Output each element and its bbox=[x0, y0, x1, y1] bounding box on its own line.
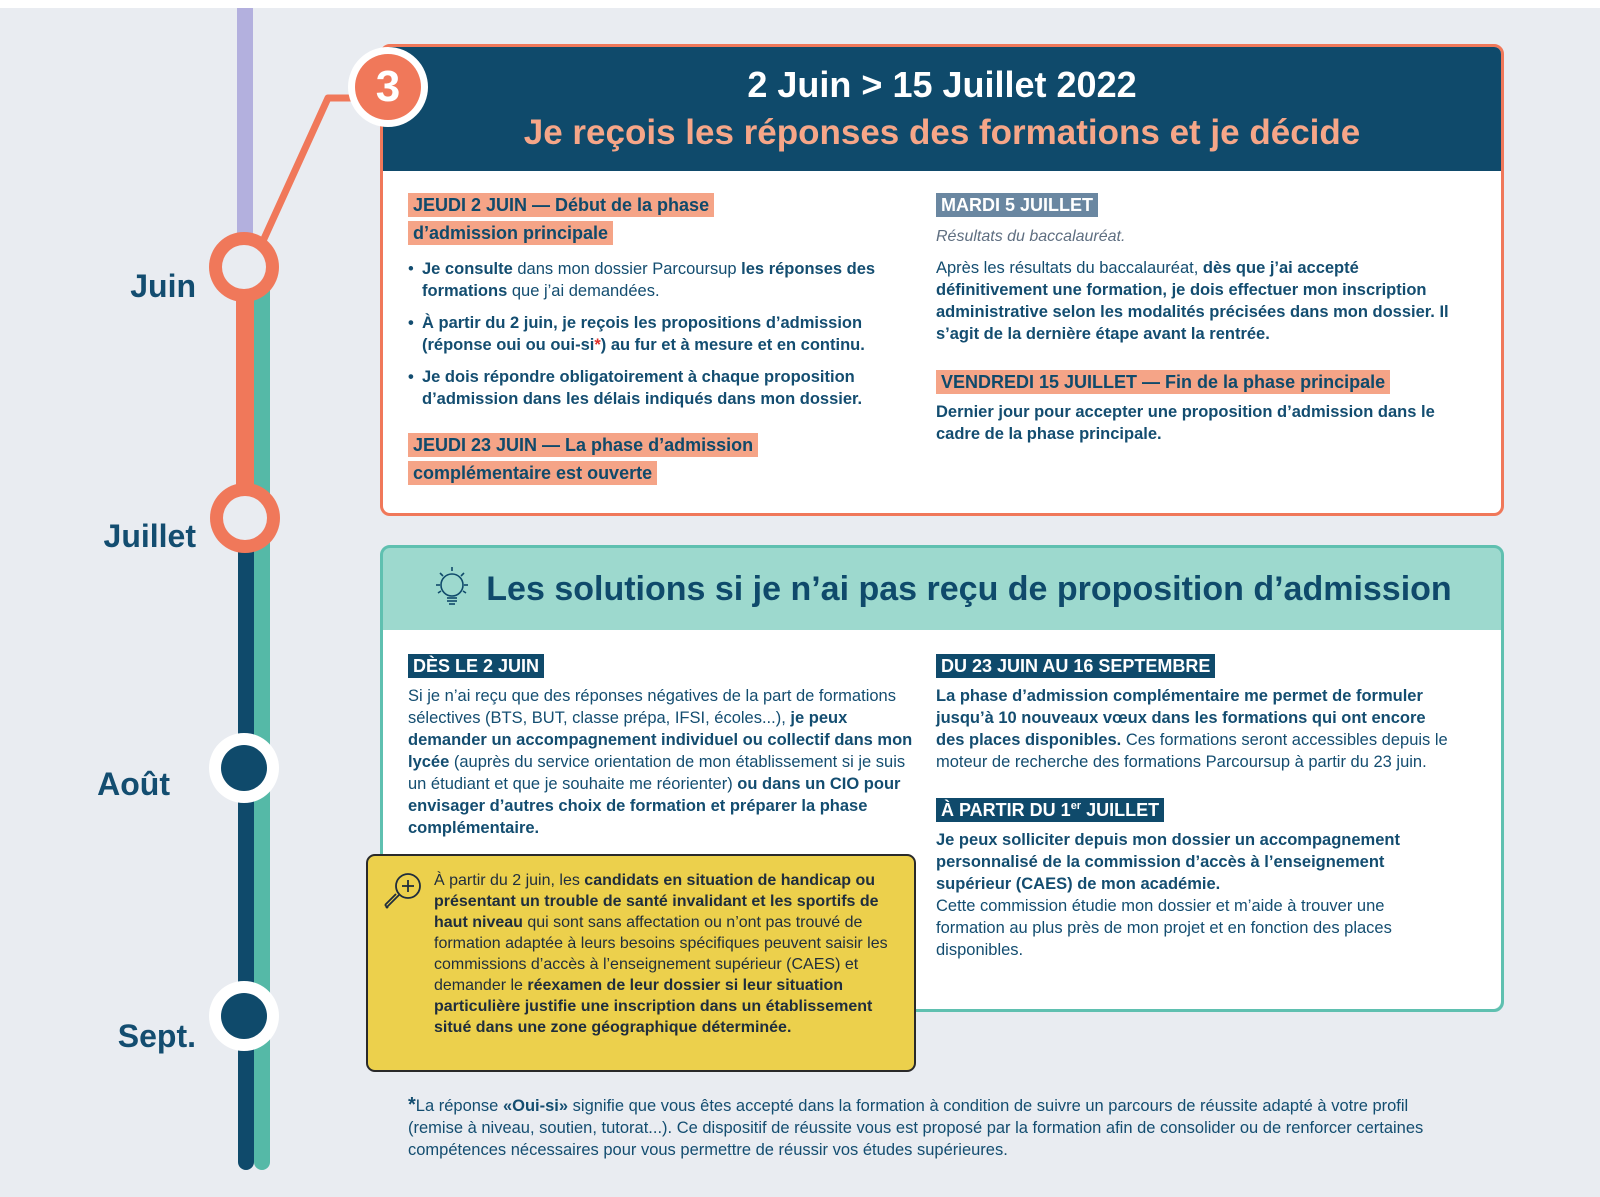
handicap-info-box bbox=[366, 854, 916, 1072]
tag-vendredi-15-juillet: VENDREDI 15 JUILLET — Fin de la phase principale bbox=[936, 370, 1390, 394]
tag-jeudi-23-juin: JEUDI 23 JUIN — La phase d’admission complémentaire est ouverte bbox=[408, 433, 758, 485]
bullet-propositions: • À partir du 2 juin, je reçois les propositions d’admission (réponse oui ou oui-si*) au fur et à mesure et en continu. bbox=[408, 312, 908, 356]
bullet-consult: • Je consulte dans mon dossier Parcoursup les réponses des formations que j’ai demandées. bbox=[408, 258, 908, 302]
solutions-right-column bbox=[936, 653, 1456, 961]
inscription-paragraph: Après les résultats du baccalauréat, dès que j’ai accepté définitivement une formation, je dois effectuer mon inscription administrative selon les modalités précisées dans mon dossier. Il s’agit de la dernière étape avant la rentrée. bbox=[936, 259, 1449, 343]
phase-date-range: 2 Juin > 15 Juillet 2022 bbox=[747, 64, 1137, 105]
tag-mardi-5-juillet: MARDI 5 JUILLET bbox=[936, 193, 1098, 217]
magnifier-plus-icon bbox=[380, 870, 426, 921]
timeline-node-aout bbox=[209, 733, 279, 803]
month-label-sept: Sept. bbox=[117, 1018, 196, 1054]
timeline-node-juin bbox=[209, 232, 279, 302]
solutions-header bbox=[383, 548, 1501, 630]
solutions-title: Les solutions si je n’ai pas reçu de proposition d’admission bbox=[486, 569, 1452, 608]
phase-header bbox=[383, 47, 1501, 171]
handicap-paragraph: À partir du 2 juin, les candidats en situation de handicap ou présentant un trouble de santé invalidant et les sportifs de haut niveau qui sont sans affectation ou n’ont pas trouvé de formation adaptée à leurs besoins spécifiques peuvent saisir les commissions d’accès à l’enseignement supérieur (CAES) et demander le réexamen de leur dossier si leur situation particulière justifie une inscription dans un établissement situé dans une zone géographique déterminée. bbox=[434, 872, 888, 1036]
tag-du-23-juin: DU 23 JUIN AU 16 SEPTEMBRE bbox=[936, 654, 1215, 678]
step-number: 3 bbox=[355, 54, 421, 120]
bullet-repondre: • Je dois répondre obligatoirement à chaque proposition d’admission dans les délais indiqués dans mon dossier. bbox=[408, 366, 908, 410]
accompagnement-paragraph: Si je n’ai reçu que des réponses négatives de la part de formations sélectives (BTS, BUT, classe prépa, IFSI, écoles...), je peux demander un accompagnement individuel ou collectif dans mon lycée (auprès du service orientation de mon établissement si je suis un étudiant et que je souhaite me réorienter) ou dans un CIO pour envisager d’autres choix de formation et préparer la phase complémentaire. bbox=[408, 687, 913, 837]
bac-results-note: Résultats du baccalauréat. bbox=[936, 228, 1126, 245]
footnote: *La réponse «Oui-si» signifie que vous êtes accepté dans la formation à condition de suivre un parcours de réussite adapté à votre profil (remise à niveau, soutien, tutorat...). Ce dispositif de réussite vous est proposé par la formation afin de consolider ou de renforcer certaines compétences nécessaires pour vous permettre de réussir vos études supérieures. bbox=[408, 1094, 1424, 1159]
month-label-aout: Août bbox=[97, 766, 170, 802]
month-label-juillet: Juillet bbox=[103, 518, 196, 554]
phase-left-column bbox=[408, 192, 908, 488]
caes-paragraph: Je peux solliciter depuis mon dossier un accompagnement personnalisé de la commission d’accès à l’enseignement supérieur (CAES) de mon académie. Cette commission étudie mon dossier et m’aide à trouver une formation au plus près de mon projet et en fonction des places disponibles. bbox=[936, 831, 1400, 959]
timeline-node-juillet bbox=[210, 483, 280, 553]
timeline-track-navy bbox=[238, 505, 254, 1170]
lightbulb-icon bbox=[432, 565, 472, 614]
phase-right-column bbox=[936, 192, 1456, 445]
last-day-paragraph: Dernier jour pour accepter une proposition d’admission dans le cadre de la phase principale. bbox=[936, 403, 1435, 443]
phase-title: Je reçois les réponses des formations et je décide bbox=[523, 113, 1361, 152]
tag-a-partir-1er-juillet: À PARTIR DU 1er JUILLET bbox=[936, 798, 1164, 822]
complementary-phase-paragraph: La phase d’admission complémentaire me permet de formuler jusqu’à 10 nouveaux vœux dans les formations qui ont encore des places disponibles. Ces formations seront accessibles depuis le moteur de recherche des formations Parcoursup à partir du 23 juin. bbox=[936, 687, 1448, 771]
tag-des-le-2-juin: DÈS LE 2 JUIN bbox=[408, 654, 544, 678]
solutions-left-column bbox=[408, 653, 928, 839]
timeline-track-salmon bbox=[236, 268, 254, 518]
step-badge bbox=[348, 47, 428, 127]
month-label-juin: Juin bbox=[130, 268, 196, 304]
timeline-node-sept bbox=[209, 981, 279, 1051]
tag-jeudi-2-juin: JEUDI 2 JUIN — Début de la phase d’admission principale bbox=[408, 193, 714, 245]
phase-card bbox=[380, 44, 1504, 516]
